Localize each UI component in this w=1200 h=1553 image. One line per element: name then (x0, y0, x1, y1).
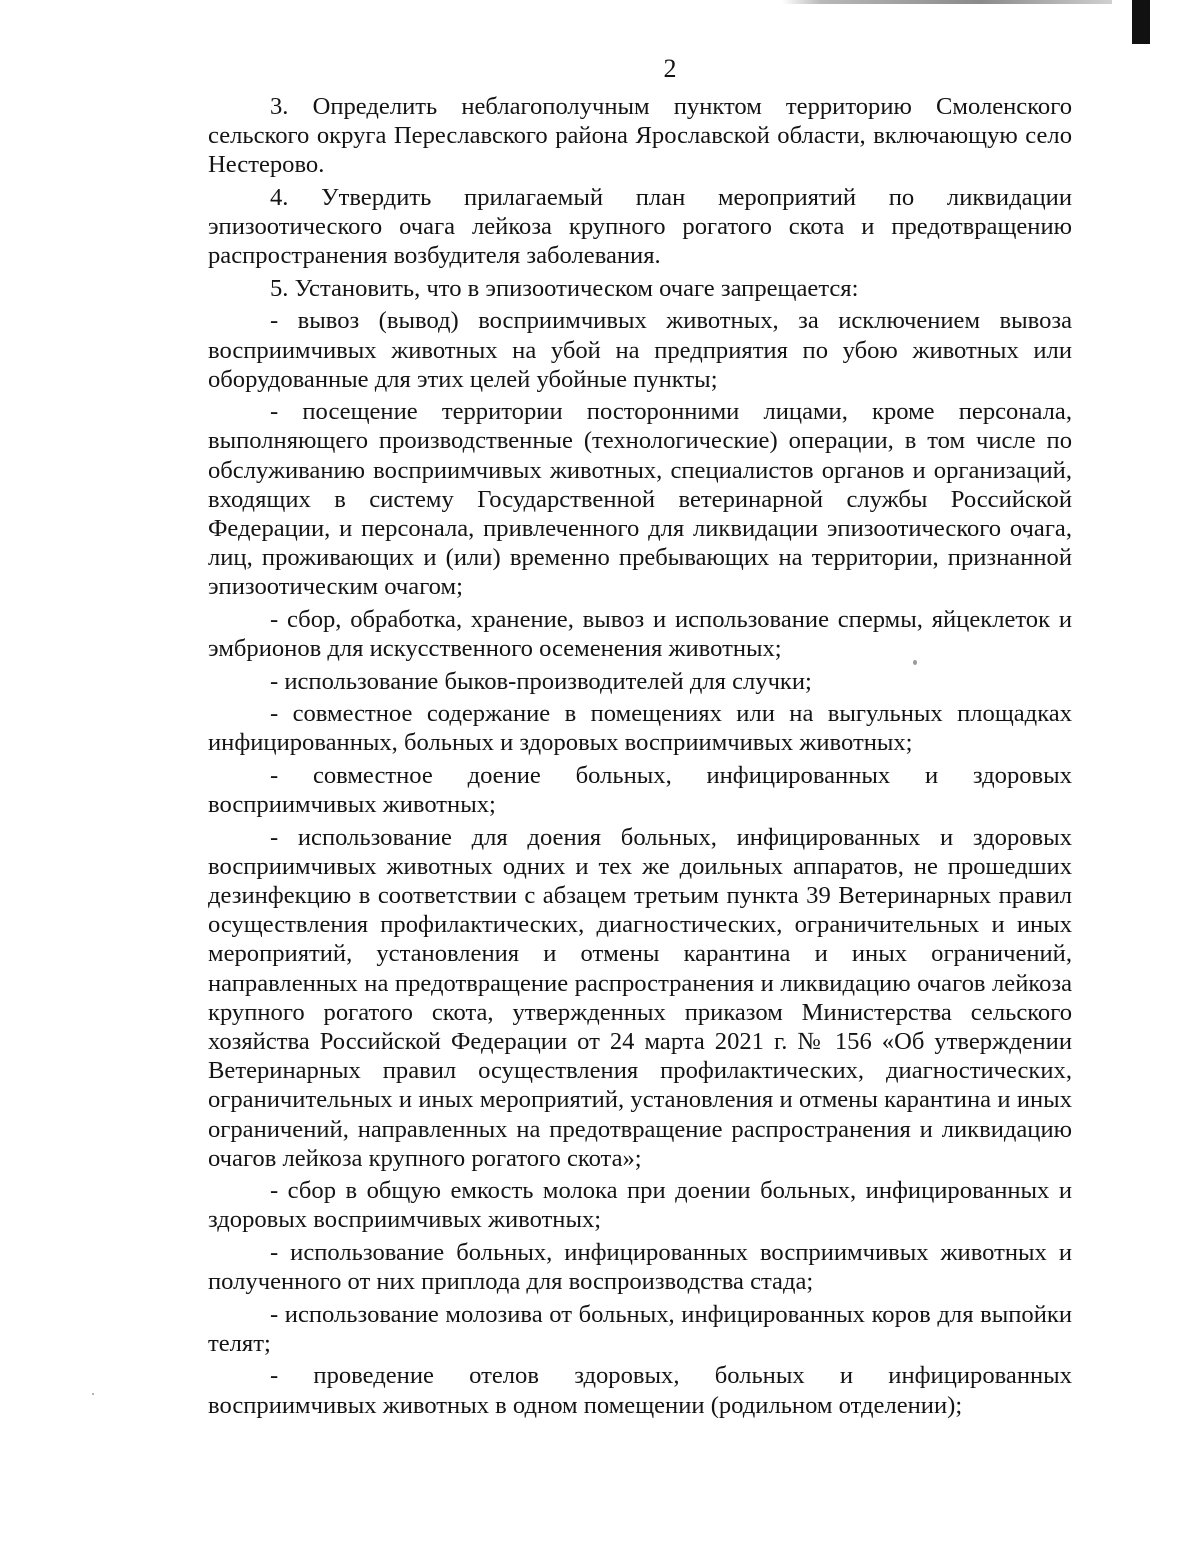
prohibition-item: - сбор, обработка, хранение, вывоз и использование спермы, яйцеклеток и эмбрионов для искусственного осеменения животных; (208, 605, 1072, 663)
scan-speck (92, 1393, 94, 1395)
prohibition-item: - посещение территории посторонними лицами, кроме персонала, выполняющего производственные (технологические) операции, в том числе по обслуживанию восприимчивых животных, специалистов органов и организаций, входящих в систему Государственной ветеринарной службы Российской Федерации, и персонала, привлеченного для ликвидации эпизоотического очага, лиц, проживающих и (или) временно пребывающих на территории, признанной эпизоотическим очагом; (208, 398, 1072, 601)
prohibition-item: - проведение отелов здоровых, больных и инфицированных восприимчивых животных в одном помещении (родильном отделении); (208, 1362, 1072, 1419)
prohibition-item: - использование молозива от больных, инфицированных коров для выпойки телят; (208, 1300, 1072, 1357)
scan-artifact-edge (1132, 0, 1150, 44)
prohibition-item: - использование для доения больных, инфицированных и здоровых восприимчивых животных одних и тех же доильных аппаратов, не прошедших дезинфекцию в соответствии с абзацем третьим пункта 39 Ветеринарных правил осуществления профилактических, диагностических, ограничительных и иных мероприятий, установления и отмены карантина и иных ограничений, направленных на предотвращение распространения и ликвидацию очагов лейкоза крупного рогатого скота, утвержденных приказом Министерства сельского хозяйства Российской Федерации от 24 марта 2021 г. № 156 «Об утверждении Ветеринарных правил осуществления профилактических, диагностических, ограничительных и иных мероприятий, установления и отмены карантина и иных ограничений, направленных на предотвращение распространения и ликвидацию очагов лейкоза крупного рогатого скота»; (208, 823, 1072, 1172)
scan-artifact-top (782, 0, 1112, 4)
page-number: 2 (663, 54, 677, 83)
paragraph-item-5: 5. Установить, что в эпизоотическом очаге запрещается: (270, 274, 859, 302)
prohibition-item: - сбор в общую емкость молока при доении больных, инфицированных и здоровых восприимчивых животных; (208, 1177, 1072, 1234)
prohibition-item: - совместное содержание в помещениях или на выгульных площадках инфицированных, больных и здоровых восприимчивых животных; (208, 700, 1072, 757)
prohibition-item: - использование быков-производителей для случки; (270, 667, 812, 695)
prohibition-item: - совместное доение больных, инфицированных и здоровых восприимчивых животных; (208, 761, 1072, 819)
paragraph-item-3: 3. Определить неблагополучным пунктом территорию Смоленского сельского округа Переславского района Ярославской области, включающую село Нестерово. (208, 93, 1072, 179)
prohibition-item: - вывоз (вывод) восприимчивых животных, за исключением вывоза восприимчивых животных на убой на предприятия по убою животных или оборудованные для этих целей убойные пункты; (208, 307, 1072, 393)
paragraph-item-4: 4. Утвердить прилагаемый план мероприятий по ликвидации эпизоотического очага лейкоза крупного рогатого скота и предотвращению распространения возбудителя заболевания. (208, 183, 1072, 270)
prohibition-item: - использование больных, инфицированных восприимчивых животных и полученного от них приплода для воспроизводства стада; (208, 1238, 1072, 1296)
document-body (208, 92, 1072, 1423)
